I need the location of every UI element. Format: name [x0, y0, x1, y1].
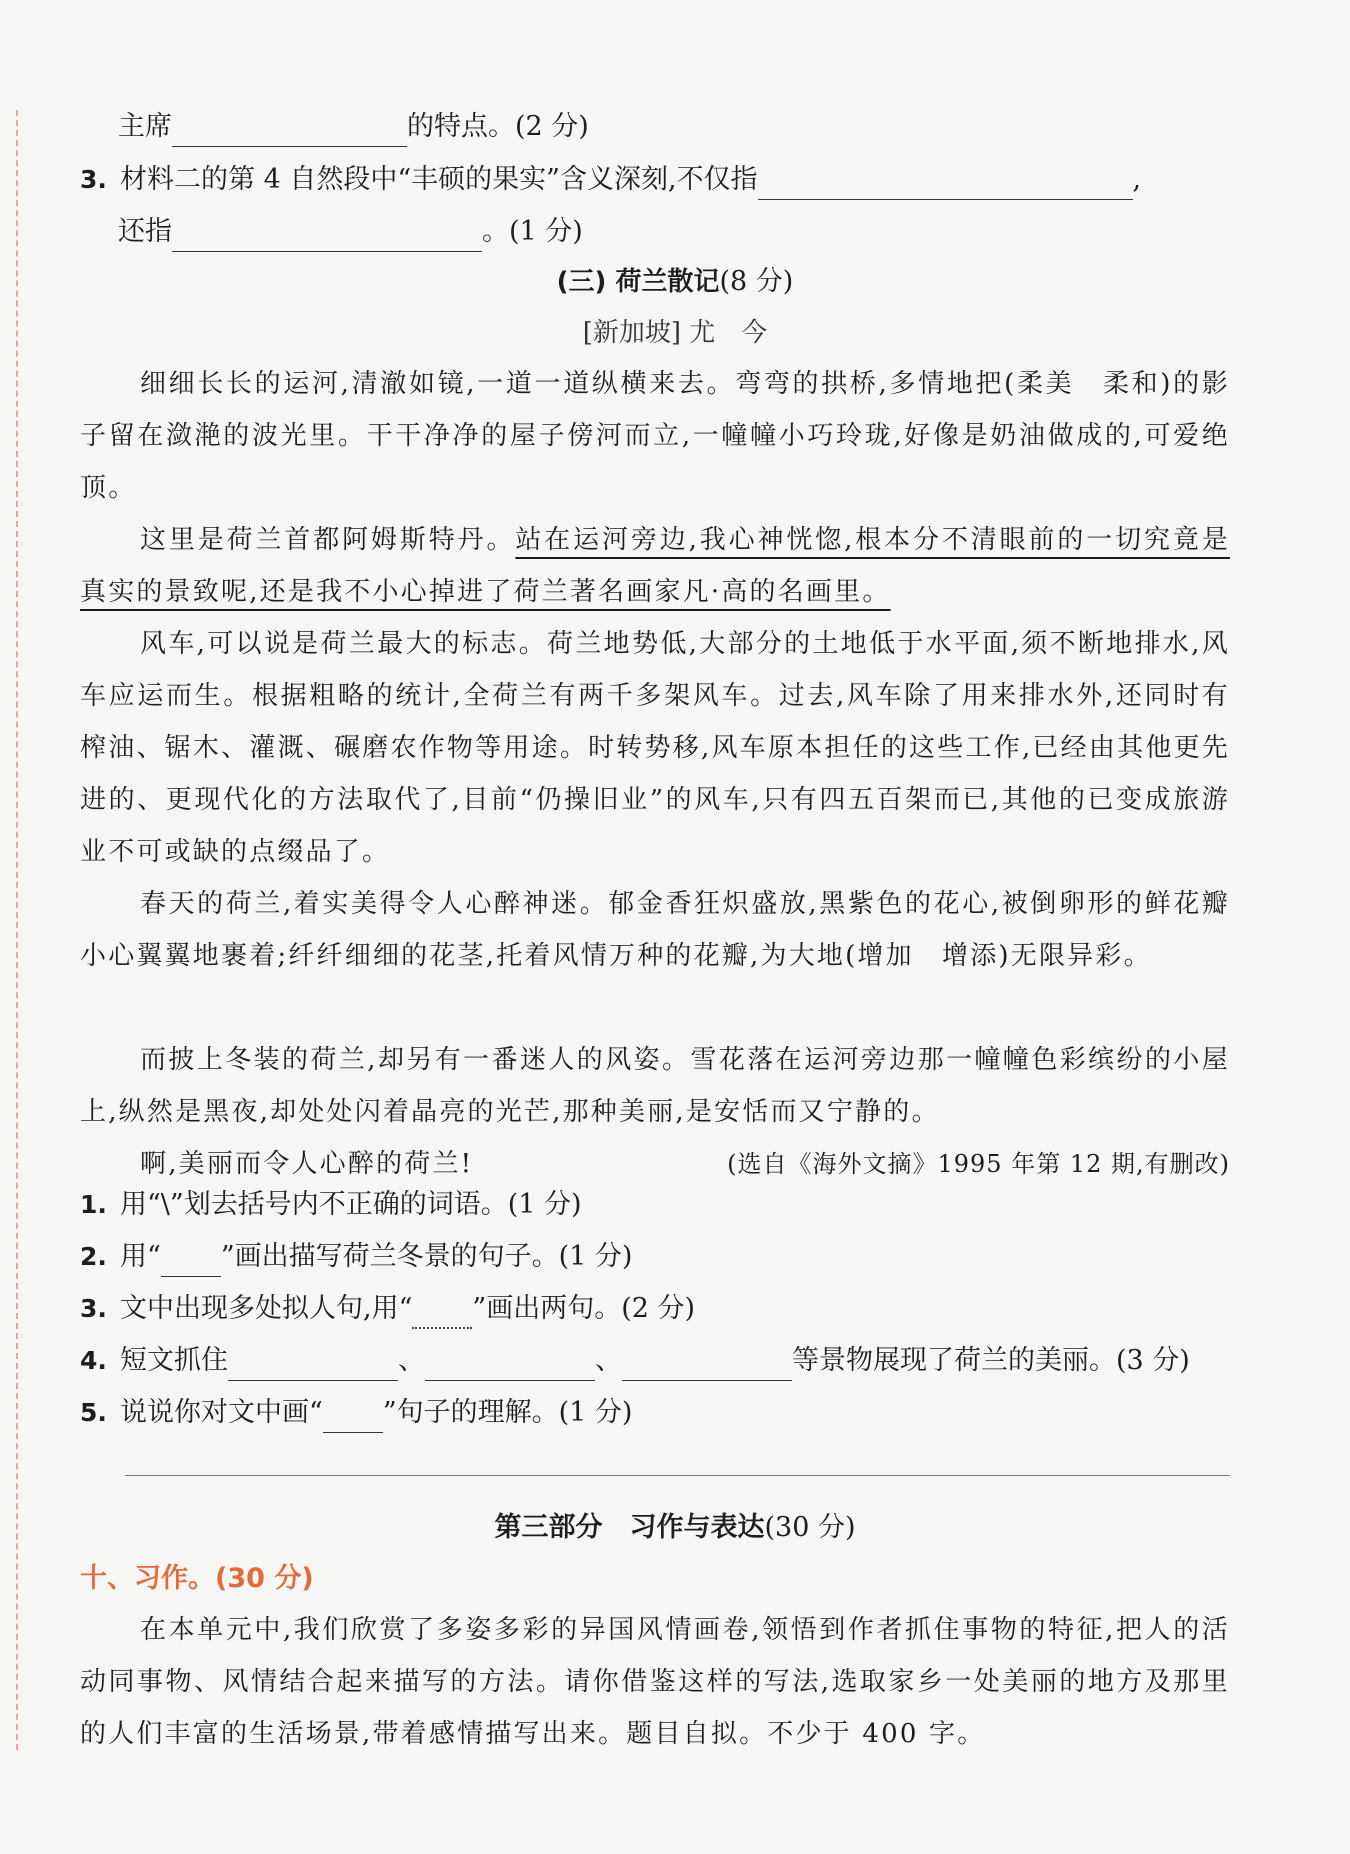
q3-top-line1: [80, 160, 1230, 200]
text: 、: [398, 1345, 425, 1376]
question-1: [80, 1185, 1240, 1225]
section-divider: [125, 1475, 1230, 1476]
underlined-sentence: 站在运河旁边,我心神恍惚,根本分不清眼前的一切究竟是真实的景致呢,还是我不小心掉进了荷兰著名画家凡·高的名画里。: [80, 525, 1230, 607]
text: ,: [1132, 164, 1142, 195]
underline-symbol: [323, 1406, 383, 1433]
paragraph-3: 风车,可以说是荷兰最大的标志。荷兰地势低,大部分的土地低于水平面,须不断地排水,风车应运而生。根据粗略的统计,全荷兰有两千多架风车。过去,风车除了用来排水外,还同时有榨油、锯木、灌溉、碾磨农作物等用途。时转势移,风车原本担任的这些工作,已经由其他更先进的、更现代化的方法取代了,目前“仍操旧业”的风车,只有四五百架而已,其他的已变成旅游业不可或缺的点缀品了。: [80, 629, 1230, 867]
answer-blank[interactable]: [758, 169, 1133, 200]
part3-title: [0, 1505, 1350, 1544]
paragraph-1: 细细长长的运河,清澈如镜,一道一道纵横来去。弯弯的拱桥,多情地把(柔美 柔和)的影子留在潋滟的波光里。干干净净的屋子傍河而立,一幢幢小巧玲珑,好像是奶油做成的,可爱绝顶。: [80, 369, 1230, 503]
underline-symbol: [161, 1250, 221, 1277]
text: 这里是荷兰首都阿姆斯特丹。: [140, 525, 516, 555]
question-2: [80, 1237, 1240, 1277]
author-line: [新加坡] 尤 今: [582, 318, 768, 348]
source-citation: (选自《海外文摘》1995 年第 12 期,有删改): [727, 1150, 1230, 1178]
question-number: 5.: [80, 1398, 107, 1427]
question-text: 材料二的第 4 自然段中“丰硕的果实”含义深刻,不仅指: [120, 164, 758, 195]
answer-blank[interactable]: [172, 116, 407, 147]
answer-blank[interactable]: [172, 221, 482, 252]
question-4: [80, 1341, 1240, 1381]
section-title: [0, 262, 1350, 302]
section-score: (8 分): [719, 266, 794, 297]
writing-heading: 十、习作。(30 分): [80, 1563, 314, 1594]
text: 、: [595, 1345, 622, 1376]
answer-blank[interactable]: [228, 1350, 398, 1381]
question-number: 2.: [80, 1242, 107, 1271]
text: 的特点。(2 分): [407, 111, 589, 142]
q2-continuation: [118, 107, 1268, 147]
question-number: 4.: [80, 1346, 107, 1375]
writing-prompt: 在本单元中,我们欣赏了多姿多彩的异国风情画卷,领悟到作者抓住事物的特征,把人的活动同事物、风情结合起来描写的方法。请你借鉴这样的写法,选取家乡一处美丽的地方及那里的人们丰富的生活场景,带着感情描写出来。题目自拟。不少于 400 字。: [80, 1615, 1230, 1749]
question-5: [80, 1393, 1240, 1433]
text: 用“: [120, 1241, 161, 1272]
text: 。(1 分): [482, 216, 583, 247]
paragraph-4: 春天的荷兰,着实美得令人心醉神迷。郁金香狂炽盛放,黑紫色的花心,被倒卵形的鲜花瓣小心翼翼地裹着;纤纤细细的花茎,托着风情万种的花瓣,为大地(增加 增添)无限异彩。: [80, 889, 1230, 971]
answer-blank[interactable]: [425, 1350, 595, 1381]
text: 等景物展现了荷兰的美丽。(3 分): [792, 1345, 1190, 1376]
section-title-text: (三) 荷兰散记: [556, 267, 720, 297]
part-title-text: 第三部分 习作与表达: [494, 1512, 765, 1543]
paragraph-6: [80, 1138, 1230, 1190]
text: ”画出描写荷兰冬景的句子。(1 分): [220, 1241, 633, 1272]
question-number: 1.: [80, 1190, 107, 1219]
binding-margin-line: [16, 110, 18, 1750]
text: ”句子的理解。(1 分): [382, 1397, 633, 1428]
text: 啊,美丽而令人心醉的荷兰!: [140, 1149, 474, 1179]
text: 短文抓住: [120, 1345, 228, 1376]
q3-top-line2: [118, 212, 1268, 252]
text: 说说你对文中画“: [120, 1397, 323, 1428]
question-number: 3.: [80, 1294, 107, 1323]
text: ”画出两句。(2 分): [472, 1293, 696, 1324]
paragraph-2: [80, 514, 1230, 618]
wavy-line-symbol: [412, 1301, 472, 1329]
answer-blank[interactable]: [622, 1350, 792, 1381]
text: 主席: [118, 111, 172, 142]
question-number: 3.: [80, 165, 107, 194]
paragraph-5: 而披上冬装的荷兰,却另有一番迷人的风姿。雪花落在运河旁边那一幢幢色彩缤纷的小屋上,纵然是黑夜,却处处闪着晶亮的光芒,那种美丽,是安恬而又宁静的。: [80, 1045, 1230, 1127]
text: 还指: [118, 216, 172, 247]
part-score: (30 分): [764, 1512, 856, 1543]
question-text: 用“\”划去括号内不正确的词语。(1 分): [120, 1189, 582, 1220]
question-3: [80, 1289, 1240, 1329]
text: 文中出现多处拟人句,用“: [120, 1293, 413, 1324]
